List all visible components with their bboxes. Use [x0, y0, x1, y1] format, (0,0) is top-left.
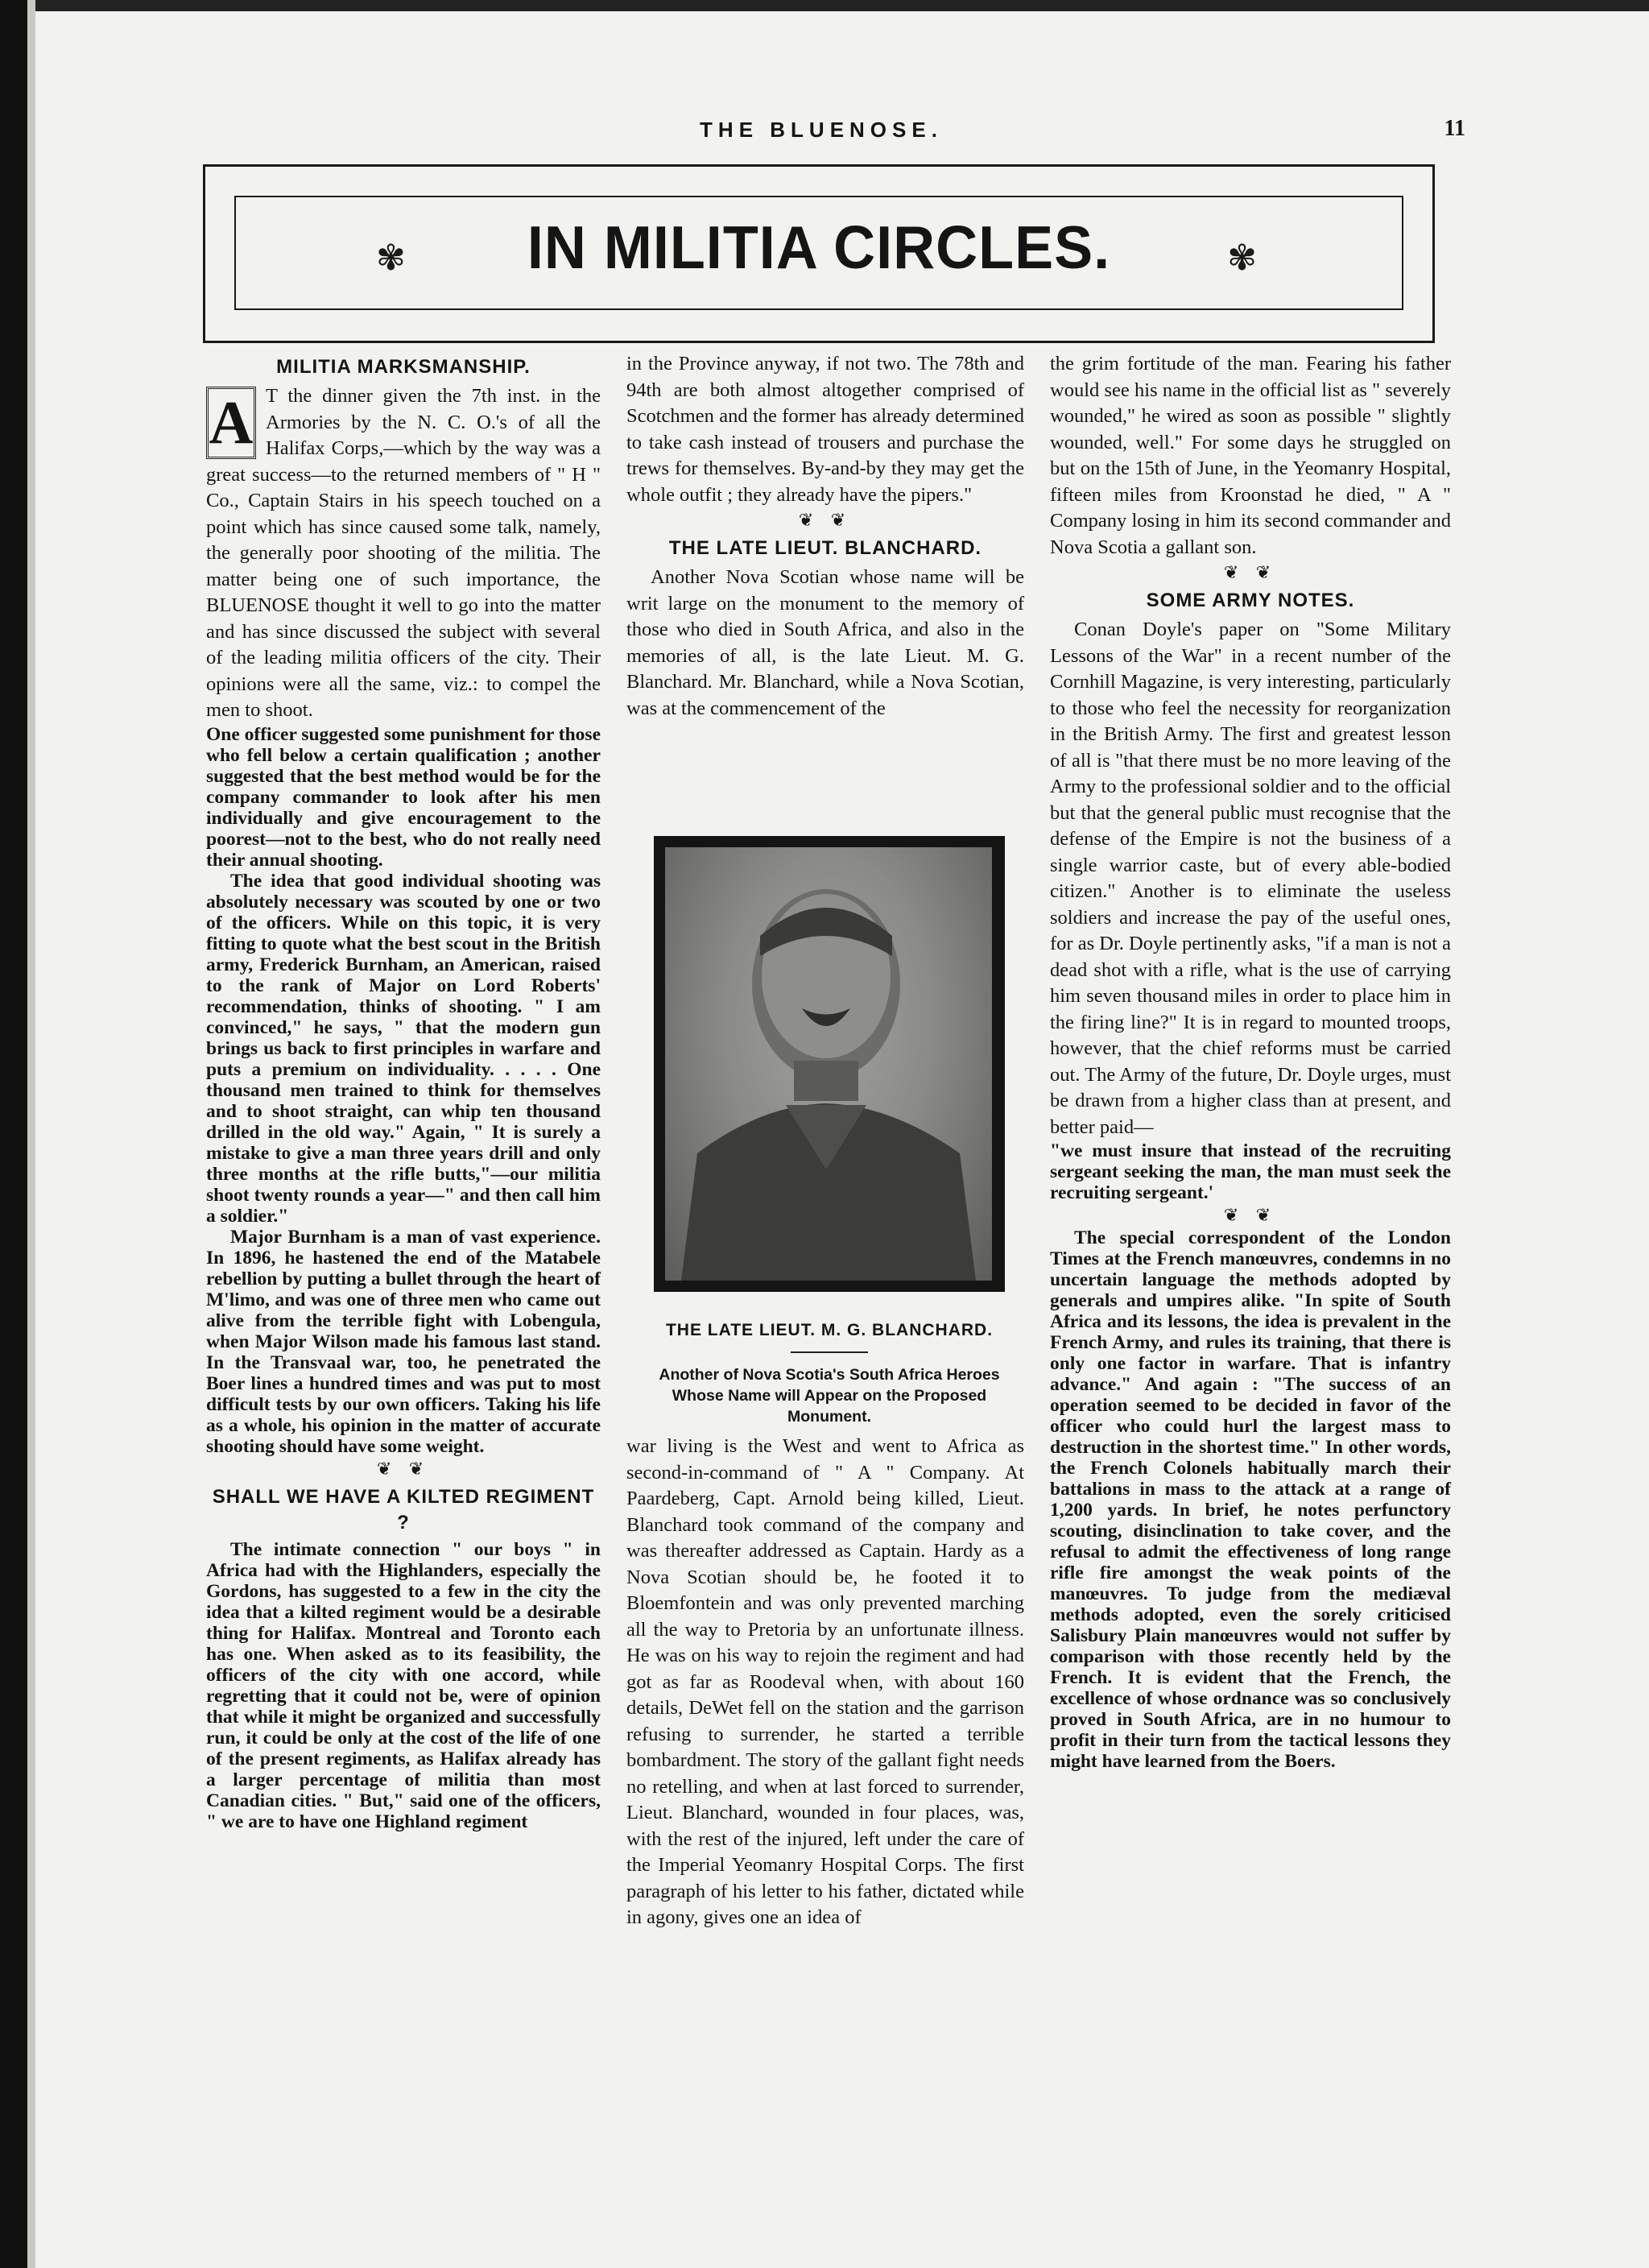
- fleuron-divider-icon: ❦ ❦: [376, 1458, 431, 1479]
- column-2-continued: [626, 1434, 1024, 1931]
- left-ornament-icon: ✾: [376, 238, 406, 278]
- paragraph: in the Province anyway, if not two. The 78th and 94th are both almost altogether comprised of Scotchmen and the former has already determined to take cash instead of trousers and purchase the trews for themselves. By-and-by they may get the whole outfit ; they already have the pipers.": [626, 353, 1024, 506]
- portrait-photo: [654, 836, 1005, 1292]
- fleuron-divider-icon: ❦ ❦: [798, 510, 853, 530]
- title-banner-inner-border: [234, 196, 1403, 310]
- paragraph: the grim fortitude of the man. Fearing his father would see his name in the official list as " severely wounded," he wired as soon as possible " slightly wounded, well." For some days he struggled on but on the 15th of June, in the Yeomanry Hospital, fifteen miles from Kroonstad he died, " A " Company losing in him its second commander and Nova Scotia a gallant son.: [1050, 353, 1451, 558]
- column-2: [626, 351, 1024, 722]
- soldier-portrait-icon: [665, 847, 992, 1281]
- column-1: [206, 351, 601, 1832]
- paragraph-dense: "we must insure that instead of the recruiting sergeant seeking the man, the man must seek the recruiting sergeant.': [1050, 1140, 1451, 1203]
- caption-title: THE LATE LIEUT. M. G. BLANCHARD.: [665, 1321, 994, 1339]
- paragraph: war living is the West and went to Africa as second-in-command of " A " Company. At Paardeberg, Capt. Arnold being killed, Lieut. Blanchard took command of the company and was thereafter addressed as Captain. Hardy as a Nova Scotian should be, he footed it to Bloemfontein and was only prevented marching all the way to Pretoria by an unfortunate illness. He was on his way to rejoin the regiment and had got as far as Roodeval when, with about 160 details, DeWet fell on the station and the garrison refusing to surrender, he started a terrible bombardment. The story of the gallant fight needs no retelling, and when at last forced to surrender, Lieut. Blanchard, wounded in four places, was, with the rest of the injured, left under the care of the Imperial Yeomanry Hospital Corps. The first paragraph of his letter to his father, dictated while in agony, gives one an idea of: [626, 1435, 1024, 1928]
- paragraph: Another Nova Scotian whose name will be writ large on the monument to the memory of those who died in South Africa, and also in the memories of all, is the late Lieut. M. G. Blanchard. Mr. Blanchard, while a Nova Scotian, was at the commencement of the: [626, 566, 1024, 719]
- heading-late-lieut-blanchard: THE LATE LIEUT. BLANCHARD.: [668, 537, 982, 559]
- scan-left-edge: [0, 0, 27, 2268]
- running-title: THE BLUENOSE.: [700, 118, 943, 142]
- portrait-image-area: [665, 847, 992, 1281]
- paragraph-dense: The intimate connection " our boys " in Africa had with the Highlanders, especially the Gordons, has suggested to a few in the city the idea that a kilted regiment would be a desirable thing for Halifax. Montreal and Toronto each has one. When asked as to its feasibility, the officers of the city with one accord, while regretting that it could not be, were of opinion that while it might be organized and successfully run, it could be only at the cost of the life of one of the present regiments, as Halifax already has a larger percentage of militia than most Canadian cities. " But," said one of the officers, " we are to have one Highland regiment: [206, 1538, 601, 1832]
- title-banner: [203, 164, 1435, 343]
- photo-caption: [636, 1321, 1023, 1427]
- page-title: IN MILITIA CIRCLES.: [527, 214, 1111, 282]
- heading-some-army-notes: SOME ARMY NOTES.: [1146, 590, 1355, 611]
- scan-left-margin: [27, 0, 35, 2268]
- fleuron-divider-icon: ❦ ❦: [1223, 1205, 1278, 1225]
- caption-subtitle: Another of Nova Scotia's South Africa Heroes Whose Name will Appear on the Proposed Monument.: [659, 1366, 1000, 1426]
- paragraph-dense: One officer suggested some punishment for those who fell below a certain qualification ; another suggested that the best method would be for the company commander to look after his men individually and give encouragement to the poorest—not to the best, who do not really need their annual shooting.: [206, 723, 601, 871]
- heading-militia-marksmanship: MILITIA MARKSMANSHIP.: [276, 356, 531, 378]
- scan-top-edge: [0, 0, 1649, 11]
- column-3: [1050, 351, 1451, 1772]
- paragraph: Conan Doyle's paper on "Some Military Lessons of the War" in a recent number of the Cornhill Magazine, is very interesting, particularly to those who feel the necessity for reorganization in the British Army. The first and greatest lesson of all is "that there must be no more leaving of the Army to the professional soldier and to the official but that the general public must recognise that the defense of the Empire is not the business of a single warrior caste, but of every able-bodied citizen." Another is to eliminate the useless soldiers and increase the pay of the useful ones, for as Dr. Doyle pertinently asks, "if a man is not a dead shot with a rifle, what is the use of carrying him seven thousand miles in order to place him in the firing line?" It is in regard to mounted troops, however, that the chief reforms must be carried out. The Army of the future, Dr. Doyle urges, must be drawn from a higher class than at present, and better paid—: [1050, 619, 1451, 1138]
- paragraph-dense: The idea that good individual shooting was absolutely necessary was scouted by one or two of the officers. While on this topic, it is very fitting to quote what the best scout in the British army, Frederick Burnham, an American, raised to the rank of Major on Lord Roberts' recommendation, thinks of shooting. " I am convinced," he says, " that the modern gun brings us back to first principles in warfare and puts a premium on individuality. . . . . One thousand men trained to think for themselves and to shoot straight, can whip ten thousand drilled in the old way." Again, " It is surely a mistake to give a man three years drill and only three months at the rifle butts,"—our militia shoot twenty rounds a year—" and then call him a soldier.": [206, 870, 601, 1227]
- paragraph-text: T the dinner given the 7th inst. in the Armories by the N. C. O.'s of all the Halifax Corps,—which by the way was a great success—to the returned members of " H " Co., Captain Stairs in his speech touched on a point which has since caused some talk, namely, the generally poor shooting of the militia. The matter being one of such importance, the BLUENOSE thought it well to go into the matter and has since discussed the subject with several of the leading militia officers of the city. Their opinions were all the same, viz.: to compel the men to shoot.: [206, 385, 601, 721]
- fleuron-divider-icon: ❦ ❦: [1223, 562, 1278, 582]
- heading-kilted-regiment: SHALL WE HAVE A KILTED REGIMENT ?: [212, 1485, 595, 1533]
- right-ornament-icon: ✾: [1227, 238, 1257, 278]
- paragraph-dense: The special correspondent of the London Times at the French manœuvres, condemns in no uncertain language the methods adopted by generals and umpires alike. "In spite of South Africa and its lessons, the idea is prevalent in the French Army, and rules its training, that there is only one factor in warfare. That is infantry advance." And again : "The success of an operation seemed to be decided in favor of the officer who could hurl the largest mass to destruction in the shortest time." In other words, the French Colonels habitually march their battalions in mass to the attack at a range of 1,200 yards. In brief, he notes perfunctory scouting, disinclination to take cover, and the refusal to admit the effectiveness of long range rifle fire amongst the weak points of the manœuvres. To judge from the mediæval methods adopted, even the sorely criticised Salisbury Plain manœuvres would not suffer by comparison with those recently held by the French. It is evident that the French, the excellence of whose ordnance was so conclusively proved in South Africa, are in no humour to profit in their turn from the tactical lessons they might have learned from the Boers.: [1050, 1227, 1451, 1772]
- paragraph-dense: Major Burnham is a man of vast experience. In 1896, he hastened the end of the Matabele rebellion by putting a bullet through the heart of M'limo, and was one of three men who came out alive from the terrible fight with Lobengula, when Major Wilson made his famous last stand. In the Transvaal war, too, he penetrated the Boer lines a hundred times and was put to most difficult tests by our own officers. Taking his life as a whole, his opinion in the matter of accurate shooting should have some weight.: [206, 1226, 601, 1457]
- page-number: 11: [1444, 116, 1465, 141]
- paragraph: [206, 383, 601, 724]
- drop-cap: A: [206, 387, 256, 459]
- caption-divider: [791, 1351, 868, 1353]
